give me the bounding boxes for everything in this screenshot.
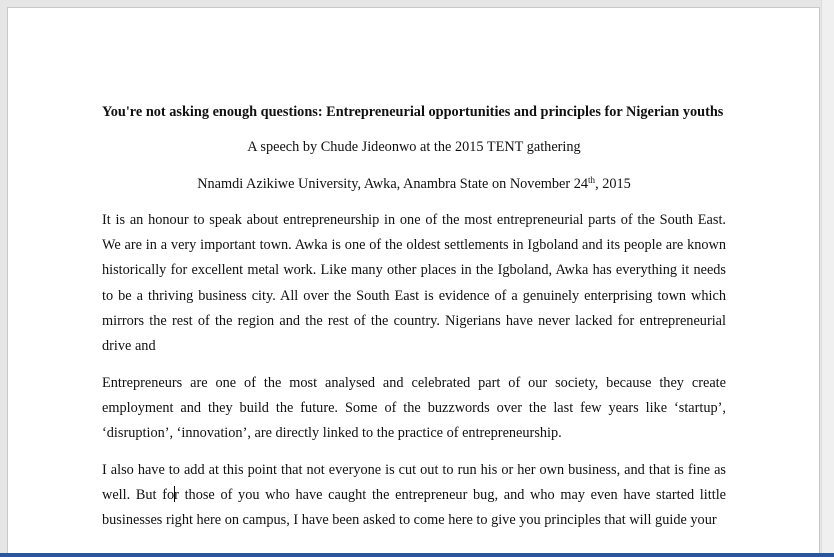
document-title: You're not asking enough questions: Entrepreneurial opportunities and principles for Nigerian youths — [102, 104, 724, 120]
document-subtitle: A speech by Chude Jideonwo at the 2015 TENT gathering — [247, 139, 581, 156]
date-ordinal-suffix: th — [588, 174, 596, 185]
status-bar — [0, 553, 834, 557]
vertical-scrollbar[interactable] — [821, 0, 834, 557]
location-year: , 2015 — [595, 175, 631, 192]
paragraph-2: Entrepreneurs are one of the most analysed and celebrated part of our society, because they create employment and they build the future. Some of the buzzwords over the last few years like ‘startup’, ‘disruption’, ‘innovation’, are directly linked to the practice of entrepreneurship. — [102, 374, 726, 442]
paragraph-1: It is an honour to speak about entrepreneurship in one of the most entrepreneurial parts of the South East. We are in a very important town. Awka is one of the oldest settlements in Igboland and its people are known historically for excellent metal work. Like many other places in the Igboland, Awka has everything it needs to be a thriving business city. All over the South East is evidence of a genuinely enterprising town which mirrors the rest of the region and the rest of the country. Nigerians have never lacked for entrepreneurial drive and — [102, 211, 726, 355]
document-body[interactable] — [102, 100, 726, 544]
document-location-line — [102, 172, 726, 197]
document-page[interactable] — [7, 7, 820, 557]
location-text: Nnamdi Azikiwe University, Awka, Anambra State on November 24 — [197, 175, 589, 192]
paragraph-3-text-after-cursor: r those of you who have caught the entrepreneur bug, and who may even have started little businesses right here on campus, I have been asked to come here to give you principles that will guide your — [102, 486, 727, 529]
paragraph-3 — [102, 458, 726, 534]
paragraph-3-text-before-cursor: I also have to add at this point that not everyone is cut out to run his or her own business, and that is fine as well. But fo — [102, 461, 726, 503]
